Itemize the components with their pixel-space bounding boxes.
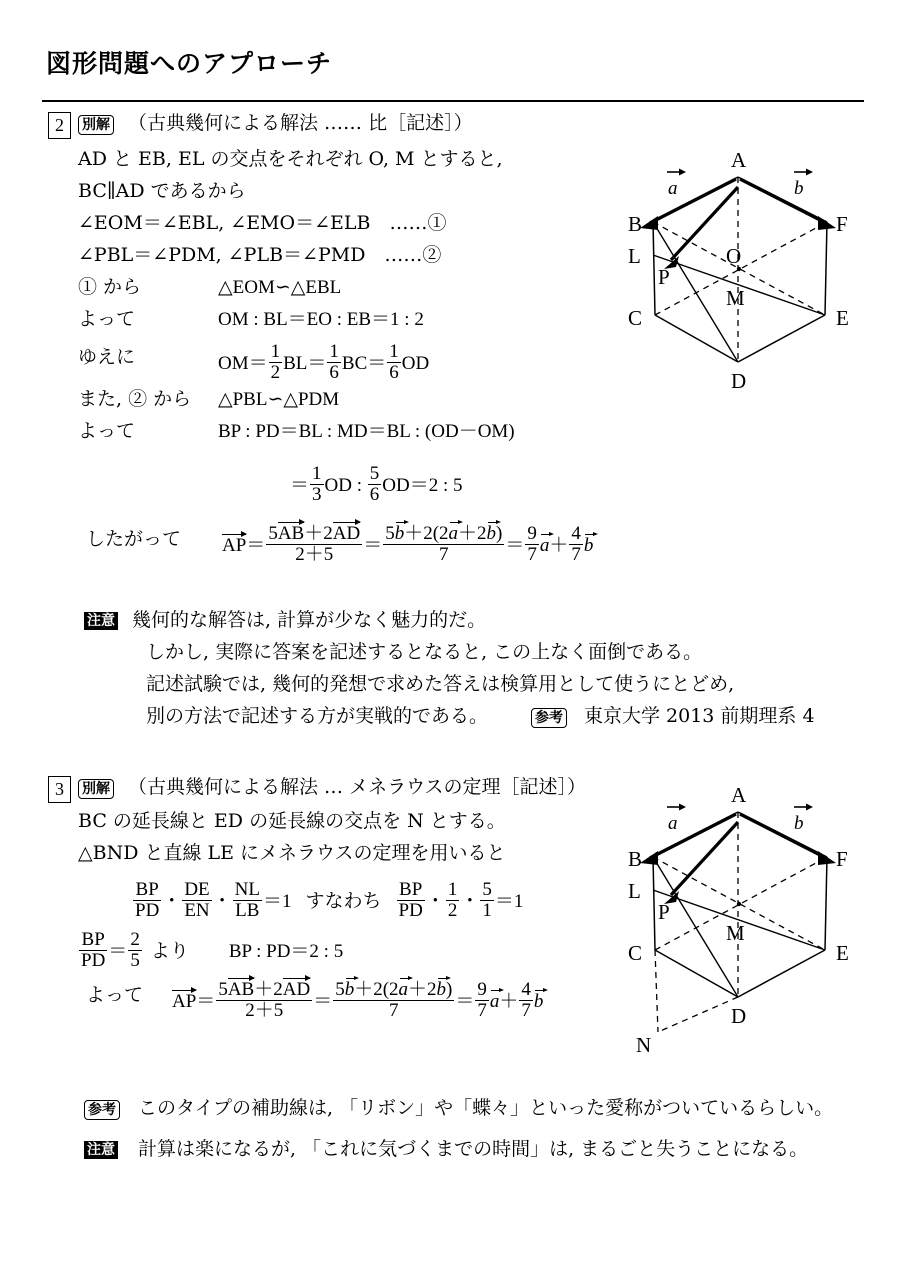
label-E: E xyxy=(836,306,849,330)
dot-4: ・ xyxy=(460,890,480,912)
label-P: P xyxy=(658,265,670,289)
section-2-alt-badge: 別解 xyxy=(78,115,114,135)
point-O-dot-2 xyxy=(737,902,741,906)
step3-prefix: OM＝ xyxy=(218,352,268,374)
fraction-five-sixths: $\frac{5}{6}$ xyxy=(369,463,380,505)
vector-b-line xyxy=(740,179,826,223)
step6-prefix: ＝ xyxy=(290,474,310,496)
section-2-step1-math: △EOM∽△EBL xyxy=(218,277,342,298)
fraction-nine-sevenths-2: $\frac{9}{7}$ xyxy=(477,979,487,1021)
vector-AB-2: AB xyxy=(227,979,255,1000)
fraction-one-half-2: $\frac{1}{2}$ xyxy=(447,879,458,921)
vector-AD: AD xyxy=(332,523,361,544)
step3-mid1: BL＝ xyxy=(283,352,327,374)
eq-sign-1b: ＝ xyxy=(196,990,216,1012)
dot-2: ・ xyxy=(212,890,232,912)
arrow-AP-line-2 xyxy=(671,822,738,895)
section-3-number: 3 xyxy=(48,776,71,803)
label-D: D xyxy=(731,369,747,393)
conjunction-sunawachi: すなわち xyxy=(305,889,382,912)
step6-mid: OD : xyxy=(324,474,367,496)
fraction-BP-PD-2: $\frac{BP}{PD}$ xyxy=(398,879,423,921)
section-3-conclusion-label: よって xyxy=(86,984,144,1006)
yori-text: より xyxy=(150,939,189,962)
label-vector-b-2: b xyxy=(794,813,804,834)
vector-a-1b: a xyxy=(398,979,409,1000)
step3-tail: OD xyxy=(401,352,430,374)
label-L: L xyxy=(628,244,641,268)
section-2-step4-math: △PBL∽△PDM xyxy=(218,389,340,410)
footnote-0-text: このタイプの補助線は, 「リボン」や「蝶々」といった愛称がついているらしい。 xyxy=(138,1097,834,1119)
vector-b-label-head xyxy=(806,169,813,176)
eq-sign-2b: ＝ xyxy=(313,990,333,1012)
fraction-expanded: $\frac{5b+2(2a+2b)}{7}$ xyxy=(385,523,503,565)
extension-DN-dashed xyxy=(658,997,738,1032)
vector-b-label-group xyxy=(794,169,813,200)
footnote-0-badge: 参考 xyxy=(84,1100,120,1120)
eq-sign-3b: ＝ xyxy=(455,990,475,1012)
vector-b-result-2: b xyxy=(533,990,544,1012)
edge-DE xyxy=(738,315,825,362)
fraction-four-sevenths: $\frac{4}{7}$ xyxy=(571,523,581,565)
section-2-note-line-3: 別の方法で記述する方が実戦的である。 xyxy=(146,705,489,727)
vector-b-label-group-2 xyxy=(794,804,813,835)
equals-sign-ratio: ＝ xyxy=(108,940,128,962)
vector-a-result-2: a xyxy=(489,990,500,1012)
title-divider xyxy=(42,100,864,102)
vector-b-line-2 xyxy=(740,814,826,858)
section-2-heading: （古典幾何による解法 …… 比［記述］） xyxy=(128,112,473,134)
vector-b-label-head-2 xyxy=(806,804,813,811)
fraction-one-third: $\frac{1}{3}$ xyxy=(312,463,322,505)
vector-AD-2: AD xyxy=(282,979,311,1000)
section-3-menelaus-equation xyxy=(132,880,523,921)
label-B-2: B xyxy=(628,847,643,871)
label-C: C xyxy=(628,306,643,330)
equals-one-1: ＝1 xyxy=(262,890,292,912)
fraction-two-fifths: $\frac{2}{5}$ xyxy=(130,929,140,971)
section-3-line-1: △BND と直線 LE にメネラウスの定理を用いると xyxy=(78,842,506,864)
label-M-2: M xyxy=(726,921,745,945)
extension-CN-dashed xyxy=(655,950,658,1032)
section-2-line-2: ∠EOM＝∠EBL, ∠EMO＝∠ELB ……① xyxy=(78,212,447,234)
edge-BC xyxy=(653,222,655,315)
vector-b-head xyxy=(818,216,836,230)
section-2-note-line-1: しかし, 実際に答案を記述するとなると, この上なく面倒である。 xyxy=(146,641,703,663)
vector-a-head xyxy=(640,216,658,230)
equals-one-2: ＝1 xyxy=(494,890,524,912)
vector-a-result: a xyxy=(539,534,550,556)
fraction-DE-EN: $\frac{DE}{EN}$ xyxy=(184,879,210,921)
section-2-number: 2 xyxy=(48,112,71,139)
label-vector-a: a xyxy=(668,178,678,199)
section-2-conclusion-label: したがって xyxy=(86,528,182,550)
edge-CD-2 xyxy=(655,950,738,997)
section-2-line-1: BC∥AD であるから xyxy=(78,180,246,202)
edge-CD xyxy=(655,315,738,362)
section-2-note-line-2: 記述試験では, 幾何的発想で求めた答えは検算用として使うにとどめ, xyxy=(146,673,735,695)
label-F: F xyxy=(836,212,848,236)
section-2-step5-math: BP : PD＝BL : MD＝BL : (OD－OM) xyxy=(218,421,515,442)
fraction-expanded-2: $\frac{5b+2(2a+2b)}{7}$ xyxy=(335,979,453,1021)
label-O: O xyxy=(726,244,742,268)
edge-EF-2 xyxy=(825,857,827,950)
vector-AB: AB xyxy=(277,523,305,544)
section-2-reference-badge: 参考 xyxy=(531,708,567,728)
fraction-one-sixth-a: $\frac{1}{6}$ xyxy=(329,341,339,383)
fraction-one-sixth-b: $\frac{1}{6}$ xyxy=(389,341,399,383)
vector-a-label-group-2 xyxy=(667,804,686,835)
section-2-line-3: ∠PBL＝∠PDM, ∠PLB＝∠PMD ……② xyxy=(78,244,442,266)
plus-sign: ＋ xyxy=(549,534,569,556)
vector-a-head-2 xyxy=(640,851,658,865)
footnote-1-badge: 注意 xyxy=(84,1141,118,1159)
section-3-line-0: BC の延長線と ED の延長線の交点を N とする。 xyxy=(78,810,506,832)
label-M: M xyxy=(726,286,745,310)
section-2-step3-math xyxy=(218,342,429,383)
fraction-vector-main-2: $\frac{5AB+2AD}{2+5}$ xyxy=(218,979,311,1021)
section-2-step6-math xyxy=(290,464,462,505)
fraction-one-half: $\frac{1}{2}$ xyxy=(270,341,281,383)
vector-a-label-head xyxy=(679,169,686,176)
vector-a-1: a xyxy=(448,523,459,544)
vector-a-label-head-2 xyxy=(679,804,686,811)
vector-AP: AP xyxy=(222,534,247,556)
section-2-reference-source: 東京大学 2013 前期理系 4 xyxy=(584,705,815,727)
edge-BC-2 xyxy=(653,857,655,950)
edge-EF xyxy=(825,222,827,315)
label-E-2: E xyxy=(836,941,849,965)
vector-b-2b: b xyxy=(436,979,447,1000)
eq-sign-2: ＝ xyxy=(363,534,383,556)
eq-sign-3: ＝ xyxy=(505,534,525,556)
page-title: 図形問題へのアプローチ xyxy=(46,49,333,78)
fraction-four-sevenths-2: $\frac{4}{7}$ xyxy=(521,979,531,1021)
section-3-vector-equation xyxy=(172,978,543,1021)
vector-b-2: b xyxy=(486,523,497,544)
hexagon-diagram-2 xyxy=(600,780,900,1070)
fraction-nine-sevenths: $\frac{9}{7}$ xyxy=(527,523,537,565)
fraction-BP-PD-3: $\frac{BP}{PD}$ xyxy=(81,929,106,971)
footnote-1-text: 計算は楽になるが, 「これに気づくまでの時間」は, まるごと失うことになる。 xyxy=(138,1138,809,1160)
fraction-five-over-one: $\frac{5}{1}$ xyxy=(482,879,492,921)
vector-b-1b: b xyxy=(344,979,355,1000)
dot-1: ・ xyxy=(162,890,182,912)
vector-b-head-2 xyxy=(818,851,836,865)
vector-a-label-group xyxy=(667,169,686,200)
fraction-NL-LB: $\frac{NL}{LB}$ xyxy=(234,879,260,921)
label-A-2: A xyxy=(731,783,747,807)
label-D-2: D xyxy=(731,1004,747,1028)
section-2-step2-label: よって xyxy=(78,308,136,330)
hexagon-diagram-1 xyxy=(600,145,890,395)
label-L-2: L xyxy=(628,879,641,903)
section-2-step4-label: また, ② から xyxy=(78,388,192,410)
section-2-caution-badge: 注意 xyxy=(84,612,118,630)
label-A: A xyxy=(731,148,747,172)
section-2-vector-equation xyxy=(222,522,593,565)
section-3-ratio-line xyxy=(78,930,343,971)
section-2-step2-math: OM : BL＝EO : EB＝1 : 2 xyxy=(218,309,424,330)
fraction-vector-main: $\frac{5AB+2AD}{2+5}$ xyxy=(268,523,361,565)
section-2-note-line-0: 幾何的な解答は, 計算が少なく魅力的だ。 xyxy=(132,609,487,631)
section-3-heading: （古典幾何による解法 … メネラウスの定理［記述］） xyxy=(128,776,587,798)
vector-b-result: b xyxy=(583,534,594,556)
label-F-2: F xyxy=(836,847,848,871)
vector-AP-2: AP xyxy=(172,990,197,1012)
vector-b-1: b xyxy=(394,523,405,544)
ratio-result: BP : PD＝2 : 5 xyxy=(228,940,344,962)
section-2-line-0: AD と EB, EL の交点をそれぞれ O, M とすると, xyxy=(78,148,503,170)
section-3-alt-badge: 別解 xyxy=(78,779,114,799)
label-vector-a-2: a xyxy=(668,813,678,834)
label-B: B xyxy=(628,212,643,236)
dot-3: ・ xyxy=(425,890,445,912)
section-2-step3-label: ゆえに xyxy=(78,346,136,368)
label-N: N xyxy=(636,1033,652,1057)
eq-sign-1: ＝ xyxy=(246,534,266,556)
plus-sign-2: ＋ xyxy=(499,990,519,1012)
fraction-BP-PD-1: $\frac{BP}{PD}$ xyxy=(135,879,160,921)
label-P-2: P xyxy=(658,900,670,924)
section-2-step1-label: ① から xyxy=(78,276,142,298)
step3-mid2: BC＝ xyxy=(341,352,387,374)
step6-tail: OD＝2 : 5 xyxy=(382,474,463,496)
label-vector-b: b xyxy=(794,178,804,199)
section-2-step5-label: よって xyxy=(78,420,136,442)
label-C-2: C xyxy=(628,941,643,965)
edge-DE-2 xyxy=(738,950,825,997)
